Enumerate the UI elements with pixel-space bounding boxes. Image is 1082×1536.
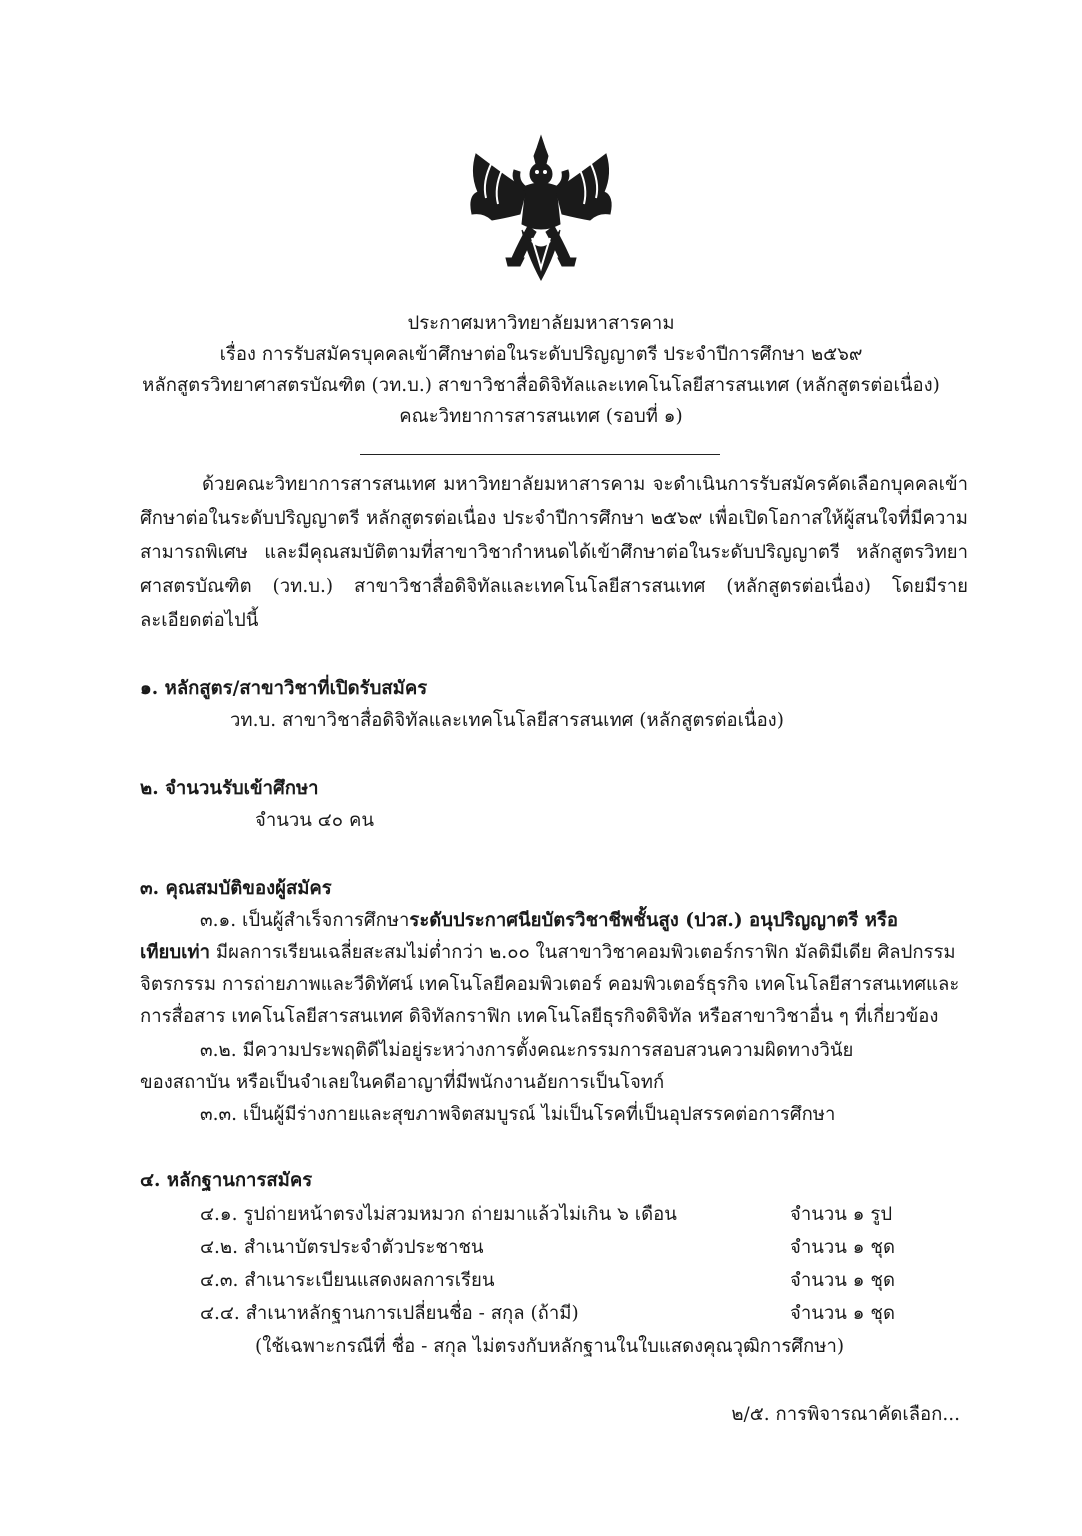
section-3-item-1-line-2b: มีผลการเรียนเฉลี่ยสะสมไม่ต่ำกว่า ๒.๐๐ ในสาขาวิชาคอมพิวเตอร์กราฟิก มัลติมีเดีย ศิลปกรรม (210, 942, 956, 963)
page-continuation: ๒/๕. การพิจารณาคัดเลือก... (731, 1404, 960, 1425)
section-4-item-4-label: ๔.๔. สำเนาหลักฐานการเปลี่ยนชื่อ - สกุล (ถ้ามี) (200, 1303, 579, 1324)
section-4-item-2-qty: จำนวน ๑ ชุด (790, 1237, 895, 1258)
header-line-4: คณะวิทยาการสารสนเทศ (รอบที่ ๑) (399, 406, 683, 427)
section-4-item-2-label: ๔.๒. สำเนาบัตรประจำตัวประชาชน (200, 1237, 484, 1258)
section-3-heading: ๓. คุณสมบัติของผู้สมัคร (140, 878, 332, 899)
header-line-1: ประกาศมหาวิทยาลัยมหาสารคาม (407, 313, 675, 334)
announcement-header (0, 308, 1082, 432)
section-3-item-1-line-2 (140, 938, 956, 967)
section-3-item-1-line-1b: ระดับประกาศนียบัตรวิชาชีพชั้นสูง (ปวส.) อนุปริญญาตรี หรือ (409, 910, 899, 931)
section-3-item-1-line-3: จิตรกรรม การถ่ายภาพและวีดิทัศน์ เทคโนโลยีคอมพิวเตอร์ คอมพิวเตอร์ธุรกิจ เทคโนโลยีสารสนเทศและ (140, 974, 960, 995)
section-3-item-3: ๓.๓. เป็นผู้มีร่างกายและสุขภาพจิตสมบูรณ์ ไม่เป็นโรคที่เป็นอุปสรรคต่อการศึกษา (200, 1104, 836, 1125)
section-2-heading: ๒. จำนวนรับเข้าศึกษา (140, 778, 319, 799)
section-3-item-1-line-2a: เทียบเท่า (140, 942, 211, 963)
section-3-item-2-line-2: ของสถาบัน หรือเป็นจำเลยในคดีอาญาที่มีพนักงานอัยการเป็นโจทก์ (140, 1072, 665, 1093)
header-divider (360, 454, 720, 455)
section-4-heading: ๔. หลักฐานการสมัคร (140, 1170, 313, 1191)
section-4-item-4-qty: จำนวน ๑ ชุด (790, 1303, 895, 1324)
section-1-heading: ๑. หลักสูตร/สาขาวิชาที่เปิดรับสมัคร (140, 678, 428, 699)
section-4-item-3-qty: จำนวน ๑ ชุด (790, 1270, 895, 1291)
section-4-item-1-qty: จำนวน ๑ รูป (790, 1204, 893, 1225)
section-3-item-1-line-1 (200, 906, 898, 935)
header-line-3: หลักสูตรวิทยาศาสตรบัณฑิต (วท.บ.) สาขาวิชาสื่อดิจิทัลและเทคโนโลยีสารสนเทศ (หลักสูตรต่อเนื่อง) (142, 375, 940, 396)
garuda-emblem-icon (462, 134, 620, 284)
section-4-item-1-label: ๔.๑. รูปถ่ายหน้าตรงไม่สวมหมวก ถ่ายมาแล้วไม่เกิน ๖ เดือน (200, 1204, 677, 1225)
header-line-2: เรื่อง การรับสมัครบุคคลเข้าศึกษาต่อในระดับปริญญาตรี ประจำปีการศึกษา ๒๕๖๙ (219, 344, 863, 365)
section-4-note: (ใช้เฉพาะกรณีที่ ชื่อ - สกุล ไม่ตรงกับหลักฐานในใบแสดงคุณวุฒิการศึกษา) (255, 1336, 845, 1357)
section-3-item-1-line-4: การสื่อสาร เทคโนโลยีสารสนเทศ ดิจิทัลกราฟิก เทคโนโลยีธุรกิจดิจิทัล หรือสาขาวิชาอื่น ๆ ที่เกี่ยวข้อง (140, 1006, 939, 1027)
section-3-item-1-line-1a: ๓.๑. เป็นผู้สำเร็จการศึกษา (200, 910, 410, 931)
section-2-body: จำนวน ๔๐ คน (255, 810, 374, 831)
intro-paragraph (140, 468, 968, 638)
section-3-item-2-line-1: ๓.๒. มีความประพฤติดีไม่อยู่ระหว่างการตั้งคณะกรรมการสอบสวนความผิดทางวินัย (200, 1040, 854, 1061)
section-1-body: วท.บ. สาขาวิชาสื่อดิจิทัลและเทคโนโลยีสารสนเทศ (หลักสูตรต่อเนื่อง) (230, 710, 784, 731)
section-4-item-3-label: ๔.๓. สำเนาระเบียนแสดงผลการเรียน (200, 1270, 495, 1291)
intro-text: ด้วยคณะวิทยาการสารสนเทศ มหาวิทยาลัยมหาสารคาม จะดำเนินการรับสมัครคัดเลือกบุคคลเข้าศึกษาต่อในระดับปริญญาตรี หลักสูตรต่อเนื่อง ประจำปีการศึกษา ๒๕๖๙ เพื่อเปิดโอกาสให้ผู้สนใจที่มีความสามารถพิเศษ และมีคุณสมบัติตามที่สาขาวิชากำหนดได้เข้าศึกษาต่อในระดับปริญญาตรี หลักสูตรวิทยาศาสตรบัณฑิต (วท.บ.) สาขาวิชาสื่อดิจิทัลและเทคโนโลยีสารสนเทศ (หลักสูตรต่อเนื่อง) โดยมีรายละเอียดต่อไปนี้ (140, 474, 968, 631)
